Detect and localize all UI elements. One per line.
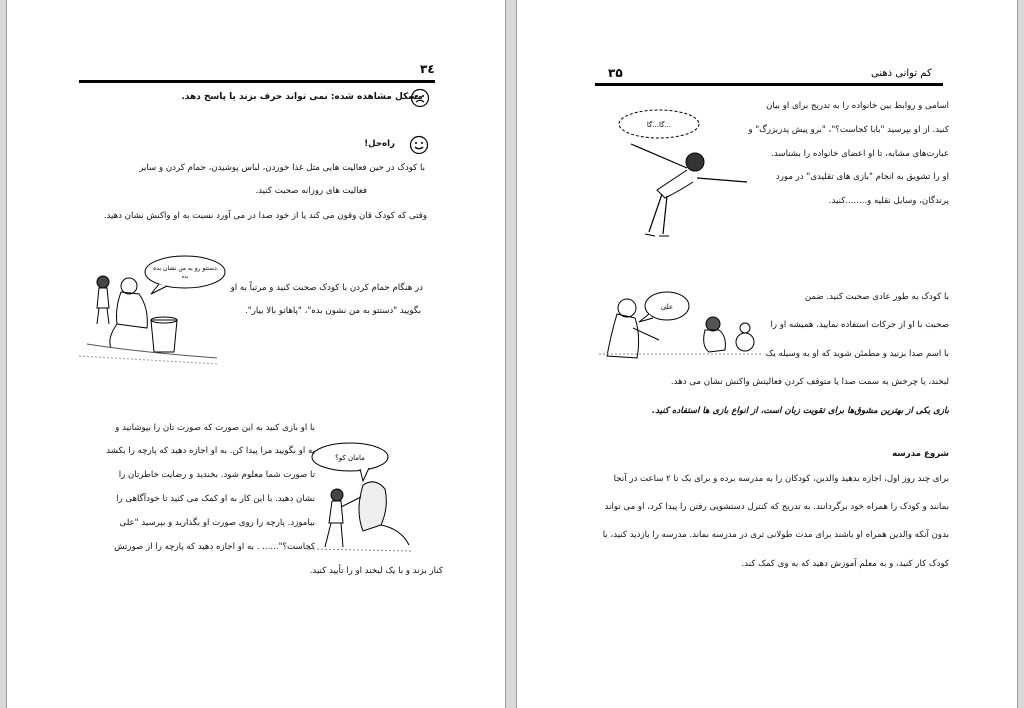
para2-line: با اسم صدا بزنید و مطمئن شوید که او به وسیله یک: [765, 349, 949, 359]
game-line: کنار بزند و با یک لبخند او را تأیید کنید.: [309, 566, 443, 576]
header-rule: [79, 80, 435, 83]
left-page: [6, 0, 506, 708]
game-line: بیاموزد. پارچه را روی صورت او بگذارید و بپرسید "علی: [119, 518, 315, 528]
game-bubble-text: مامان کو؟: [335, 454, 365, 462]
header-title: کم توانی ذهنی: [871, 68, 932, 79]
bubble1-text: گا...گا...: [646, 121, 672, 129]
solution-heading: راه‌حل!: [364, 139, 395, 149]
page-number: ۳٤: [420, 62, 435, 76]
bath-line: بگویید "دستتو به من نشون بده"، "پاهاتو بالا بیار".: [245, 306, 421, 316]
problem-label: مشکل مشاهده شده:: [330, 92, 423, 102]
bath-line: در هنگام حمام کردن با کودک صحبت کنید و مرتباً به او: [230, 283, 423, 293]
school-line: کودک کار کنید، و به معلم آموزش دهید که به وی کمک کند.: [741, 559, 949, 569]
page-number: ۳۵: [608, 66, 623, 80]
game-line: نشان دهید. با این کار به او کمک می کنید تا خودآگاهی را: [116, 494, 315, 504]
text-line: با کودک در حین فعالیت هایی مثل غذا خوردن، لباس پوشیدن، حمام کردن و سایر: [139, 163, 425, 173]
para2-line: لبخند، یا چرخش به سمت صدا یا متوقف کردن فعالیتش واکنش نشان می دهد.: [670, 377, 949, 387]
text-line: وقتی که کودک قان وقون می کند یا از خود صدا در می آورد نسبت به او واکنش نشان دهید.: [103, 211, 427, 221]
text-line: فعالیت های روزانه صحبت کنید.: [255, 186, 367, 196]
para1-line: اسامی و روابط بین خانواده را به تدریج برای او بیان: [766, 101, 949, 111]
school-line: بدون آنکه والدین همراه او باشند برای مدت طولانی تری در مدرسه بماند. مدرسه را بازدید کنید، با: [602, 530, 949, 540]
bath-bubble-subtext: بده: [181, 274, 189, 280]
para2-line: صحبت با او از حرکات استفاده نمایید. همیشه او را: [770, 320, 949, 330]
para1-line: او را تشویق به انجام "بازی های تقلیدی" در مورد: [775, 172, 949, 182]
peekaboo-illustration: [305, 435, 415, 555]
bath-bubble-text: دستتو رو به من نشان بده: [153, 265, 217, 272]
game-line: به او بگویید مرا پیدا کن. به او اجازه دهید که پارچه را بکشد: [106, 446, 315, 456]
bubble2-text: علی: [660, 303, 674, 311]
game-line: تا صورت شما معلوم شود. بخندید و رضایت خاطرتان را: [118, 470, 315, 480]
para1-line: کنید. از او بپرسید "بابا کجاست؟"، "برو پیش پدربزرگ" و: [748, 125, 949, 135]
school-line: بمانند و کودک را همراه خود برگردانند. به تدریج که کنترل دستشویی رفتن را پیدا کرد، او می تواند: [604, 502, 949, 512]
problem-line: [181, 92, 423, 102]
right-page: [516, 0, 1018, 708]
para1-line: پرندگان، وسایل نقلیه و........کنید.: [828, 196, 949, 206]
imitation-illustration: [607, 102, 757, 242]
highlight-line: بازی یکی از بهترین مشوق‌ها برای تقویت زبان است، از انواع بازی ها استفاده کنید.: [651, 406, 949, 416]
para2-line: با کودک به طور عادی صحبت کنید. ضمن: [804, 292, 949, 302]
bath-illustration: [77, 248, 227, 366]
school-heading: شروع مدرسه: [892, 449, 949, 459]
header-rule: [595, 83, 943, 86]
para1-line: عبارت‌های مشابه، تا او اعضای خانواده را بشناسد.: [771, 149, 949, 159]
problem-text: نمی تواند حرف بزند یا پاسخ دهد.: [181, 92, 331, 102]
game-line: کجاست؟"...... . به او اجازه دهید که پارچه را از صورتش: [114, 542, 315, 552]
school-line: برای چند روز اول، اجازه بدهید والدین، کودکان را به مدرسه برده و برای یک تا ۲ ساعت در آنجا: [613, 474, 949, 484]
smile-face-icon: [409, 135, 429, 155]
game-line: با او بازی کنید به این صورت که صورت تان را بپوشانید و: [115, 423, 315, 433]
talking-illustration: [597, 284, 767, 364]
